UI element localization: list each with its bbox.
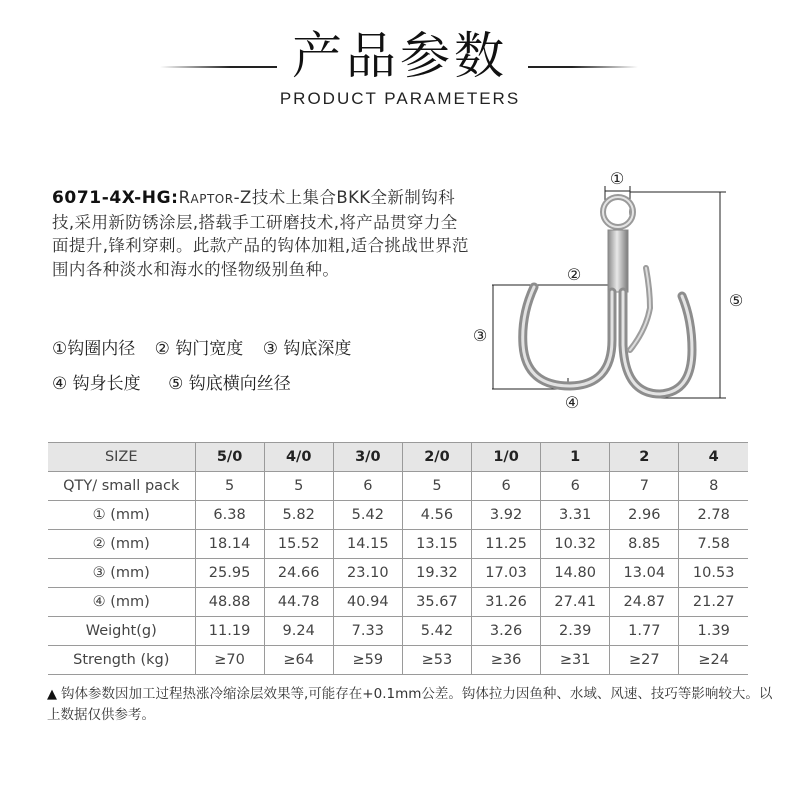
table-row: [48, 588, 748, 617]
table-cell: 27.41: [541, 588, 610, 617]
label-bend-depth: ③: [472, 326, 488, 345]
table-cell: 17.03: [472, 559, 541, 588]
table-row: [48, 472, 748, 501]
table-cell: 7: [610, 472, 679, 501]
table-cell: 19.32: [402, 559, 471, 588]
table-cell: 35.67: [402, 588, 471, 617]
table-cell: 6: [472, 472, 541, 501]
table-cell: 40.94: [333, 588, 402, 617]
legend-marker: ①: [52, 339, 68, 359]
legend-item: [52, 336, 135, 362]
row-label: ④ (mm): [48, 588, 195, 617]
legend-label: 钩底横向丝径: [188, 374, 291, 394]
table-cell: 13.04: [610, 559, 679, 588]
column-header: 2: [610, 443, 679, 472]
table-cell: 14.80: [541, 559, 610, 588]
warning-icon: ▲: [47, 687, 57, 702]
row-label: Weight(g): [48, 617, 195, 646]
table-cell: 11.25: [472, 530, 541, 559]
table-cell: 5: [264, 472, 333, 501]
table-cell: 6: [541, 472, 610, 501]
table-cell: 5.82: [264, 501, 333, 530]
table-cell: 3.31: [541, 501, 610, 530]
table-cell: 1.39: [679, 617, 748, 646]
table-cell: 31.26: [472, 588, 541, 617]
legend-marker: ③: [262, 339, 278, 359]
technology-name: Raptor-Z: [178, 188, 252, 207]
table-cell: 23.10: [333, 559, 402, 588]
product-description: [52, 186, 472, 281]
legend-label: 钩圈内径: [67, 339, 136, 359]
table-cell: 3.92: [472, 501, 541, 530]
legend-marker: ④: [52, 374, 68, 394]
table-row: [48, 646, 748, 675]
header-divider-right: [528, 66, 638, 68]
row-label: ③ (mm): [48, 559, 195, 588]
table-cell: 13.15: [402, 530, 471, 559]
dimension-legend: [52, 336, 452, 406]
table-cell: 7.33: [333, 617, 402, 646]
table-cell: ≥64: [264, 646, 333, 675]
table-cell: 10.53: [679, 559, 748, 588]
table-row: [48, 559, 748, 588]
page-subtitle: PRODUCT PARAMETERS: [279, 89, 521, 108]
disclaimer-text: 钩体参数因加工过程热涨冷缩涂层效果等,可能存在+0.1mm公差。钩体拉力因鱼种、水域、风速、技巧等影响较大。以上数据仅供参考。: [47, 686, 773, 723]
table-cell: 25.95: [195, 559, 264, 588]
label-wire-diameter: ⑤: [728, 291, 744, 310]
table-header-row: [48, 443, 748, 472]
table-cell: 4.56: [402, 501, 471, 530]
table-cell: 11.19: [195, 617, 264, 646]
table-cell: 5.42: [402, 617, 471, 646]
table-cell: 48.88: [195, 588, 264, 617]
legend-row: [52, 371, 452, 406]
description-text: 技术上集合BKK全新制钩科技,采用新防锈涂层,搭载手工研磨技术,将产品贯穿力全面提升,锋利穿刺。此款产品的钩体加粗,适合挑战世界范围内各种淡水和海水的怪物级别鱼种。: [52, 188, 469, 279]
table-row: [48, 501, 748, 530]
table-cell: 24.66: [264, 559, 333, 588]
hook-shape: [523, 197, 692, 394]
column-header: 4: [679, 443, 748, 472]
page-header: [0, 0, 800, 130]
label-gap-width: ②: [566, 265, 582, 284]
legend-row: [52, 336, 452, 371]
legend-item: [52, 371, 141, 397]
table-cell: ≥27: [610, 646, 679, 675]
table-row: [48, 530, 748, 559]
table-cell: 18.14: [195, 530, 264, 559]
table-cell: 44.78: [264, 588, 333, 617]
legend-label: 钩底深度: [283, 339, 352, 359]
row-label: Strength (kg): [48, 646, 195, 675]
table-cell: 14.15: [333, 530, 402, 559]
legend-marker: ⑤: [168, 374, 184, 394]
table-cell: 2.96: [610, 501, 679, 530]
column-header: SIZE: [48, 443, 195, 472]
row-label: QTY/ small pack: [48, 472, 195, 501]
table-cell: ≥31: [541, 646, 610, 675]
spec-table: [48, 442, 748, 675]
table-row: [48, 617, 748, 646]
legend-item: [168, 371, 291, 397]
table-cell: 15.52: [264, 530, 333, 559]
table-cell: 8: [679, 472, 748, 501]
table-cell: 10.32: [541, 530, 610, 559]
column-header: 3/0: [333, 443, 402, 472]
column-header: 4/0: [264, 443, 333, 472]
page-title: 产品参数: [292, 27, 508, 85]
table-cell: ≥24: [679, 646, 748, 675]
legend-item: [155, 336, 244, 362]
treble-hook-diagram: [460, 160, 760, 420]
table-cell: 2.39: [541, 617, 610, 646]
table-cell: ≥53: [402, 646, 471, 675]
table-cell: 24.87: [610, 588, 679, 617]
model-number: 6071-4X-HG:: [52, 188, 179, 208]
legend-label: 钩身长度: [72, 374, 141, 394]
table-cell: ≥36: [472, 646, 541, 675]
table-cell: 3.26: [472, 617, 541, 646]
table-cell: 1.77: [610, 617, 679, 646]
disclaimer-note: [47, 684, 777, 725]
table-cell: 6: [333, 472, 402, 501]
column-header: 5/0: [195, 443, 264, 472]
table-cell: 5: [402, 472, 471, 501]
table-cell: ≥59: [333, 646, 402, 675]
row-label: ① (mm): [48, 501, 195, 530]
row-label: ② (mm): [48, 530, 195, 559]
table-cell: 9.24: [264, 617, 333, 646]
label-eye-diameter: ①: [609, 169, 625, 188]
table-cell: 5: [195, 472, 264, 501]
legend-label: 钩门宽度: [175, 339, 244, 359]
column-header: 1: [541, 443, 610, 472]
column-header: 1/0: [472, 443, 541, 472]
column-header: 2/0: [402, 443, 471, 472]
legend-marker: ②: [154, 339, 170, 359]
table-cell: ≥70: [195, 646, 264, 675]
table-cell: 6.38: [195, 501, 264, 530]
table-cell: 7.58: [679, 530, 748, 559]
table-cell: 5.42: [333, 501, 402, 530]
table-cell: 2.78: [679, 501, 748, 530]
table-cell: 21.27: [679, 588, 748, 617]
label-shank-length: ④: [564, 393, 580, 412]
legend-item: [263, 336, 352, 362]
table-cell: 8.85: [610, 530, 679, 559]
